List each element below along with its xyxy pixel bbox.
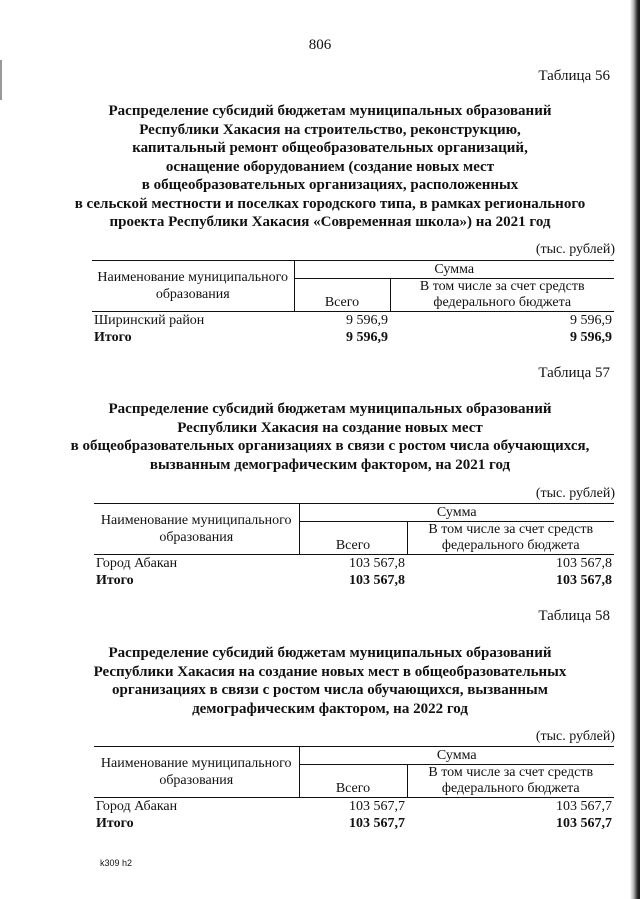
title-line: Распределение субсидий бюджетам муниципальных образований — [108, 645, 552, 661]
title-line: демографическим фактором, на 2022 год — [192, 700, 468, 717]
summary-federal: 103 567,8 — [556, 573, 612, 588]
header-sum: Сумма — [299, 747, 614, 765]
title-line: в общеобразовательных организациях в связи с ростом числа обучающихся, — [70, 438, 590, 454]
row-total: 9 596,9 — [346, 313, 388, 328]
table-57-unit: (тыс. рублей) — [535, 486, 615, 501]
table-58-label: Таблица 58 — [538, 608, 610, 624]
header-sum: Сумма — [294, 261, 614, 279]
header-name: Наименование муниципального образования — [94, 504, 299, 555]
table-56-title — [60, 102, 600, 232]
header-federal: В том числе за счет средств федерального бюджета — [390, 279, 614, 312]
table-57 — [94, 503, 614, 589]
row-federal: 9 596,9 — [570, 313, 612, 328]
summary-name: Итого — [94, 330, 132, 345]
title-line: Республики Хакасия на строительство, реконструкцию, — [139, 121, 521, 138]
summary-federal: 9 596,9 — [570, 330, 612, 345]
table-summary-row — [92, 329, 614, 346]
header-name: Наименование муниципального образования — [92, 261, 294, 312]
table-summary-row — [94, 815, 614, 832]
header-federal: В том числе за счет средств федерального бюджета — [407, 522, 614, 555]
title-line: оснащение оборудованием (создание новых мест — [165, 158, 495, 175]
title-line: организациях в связи с ростом числа обучающихся, вызванным — [112, 682, 548, 698]
title-line: Республики Хакасия на создание новых мест — [177, 419, 483, 436]
header-total: Всего — [294, 279, 390, 312]
table-57-title — [60, 400, 600, 474]
header-total: Всего — [299, 522, 407, 555]
summary-federal: 103 567,7 — [556, 816, 612, 831]
table-row — [94, 555, 614, 573]
scan-edge-mark — [0, 60, 2, 100]
summary-total: 103 567,8 — [349, 573, 405, 588]
title-line: Распределение субсидий бюджетам муниципальных образований — [108, 401, 552, 417]
title-line: вызванным демографическим фактором, на 2021 год — [149, 456, 511, 473]
table-58-title — [60, 644, 600, 718]
row-name: Город Абакан — [96, 556, 178, 571]
table-56 — [92, 260, 614, 346]
table-58-unit: (тыс. рублей) — [535, 729, 615, 744]
table-57-label: Таблица 57 — [538, 365, 610, 381]
title-line: Республики Хакасия на создание новых мест в общеобразовательных — [93, 663, 567, 680]
header-sum: Сумма — [299, 504, 614, 522]
title-line: Распределение субсидий бюджетам муниципальных образований — [108, 103, 552, 119]
header-total: Всего — [299, 765, 407, 798]
summary-total: 9 596,9 — [346, 330, 388, 345]
row-federal: 103 567,7 — [556, 799, 612, 814]
row-name: Ширинский район — [94, 313, 205, 328]
header-name: Наименование муниципального образования — [94, 747, 299, 798]
title-line: в сельской местности и поселках городского типа, в рамках регионального — [74, 195, 586, 212]
table-56-unit: (тыс. рублей) — [535, 242, 615, 257]
scan-edge-shadow — [630, 0, 640, 899]
title-line: проекта Республики Хакасия «Современная школа») на 2021 год — [109, 214, 551, 230]
row-name: Город Абакан — [96, 799, 178, 814]
row-total: 103 567,8 — [349, 556, 405, 571]
title-line: в общеобразовательных организациях, расположенных — [141, 177, 519, 193]
table-56-label: Таблица 56 — [538, 68, 610, 84]
footer-code: k309 h2 — [100, 858, 133, 868]
summary-name: Итого — [96, 816, 134, 831]
header-federal: В том числе за счет средств федерального бюджета — [407, 765, 614, 798]
row-federal: 103 567,8 — [556, 556, 612, 571]
table-58 — [94, 746, 614, 832]
row-total: 103 567,7 — [349, 799, 405, 814]
summary-name: Итого — [96, 573, 134, 588]
table-row — [94, 798, 614, 816]
table-summary-row — [94, 572, 614, 589]
table-row — [92, 312, 614, 330]
summary-total: 103 567,7 — [349, 816, 405, 831]
page-number: 806 — [308, 37, 332, 53]
title-line: капитальный ремонт общеобразовательных организаций, — [132, 140, 528, 156]
